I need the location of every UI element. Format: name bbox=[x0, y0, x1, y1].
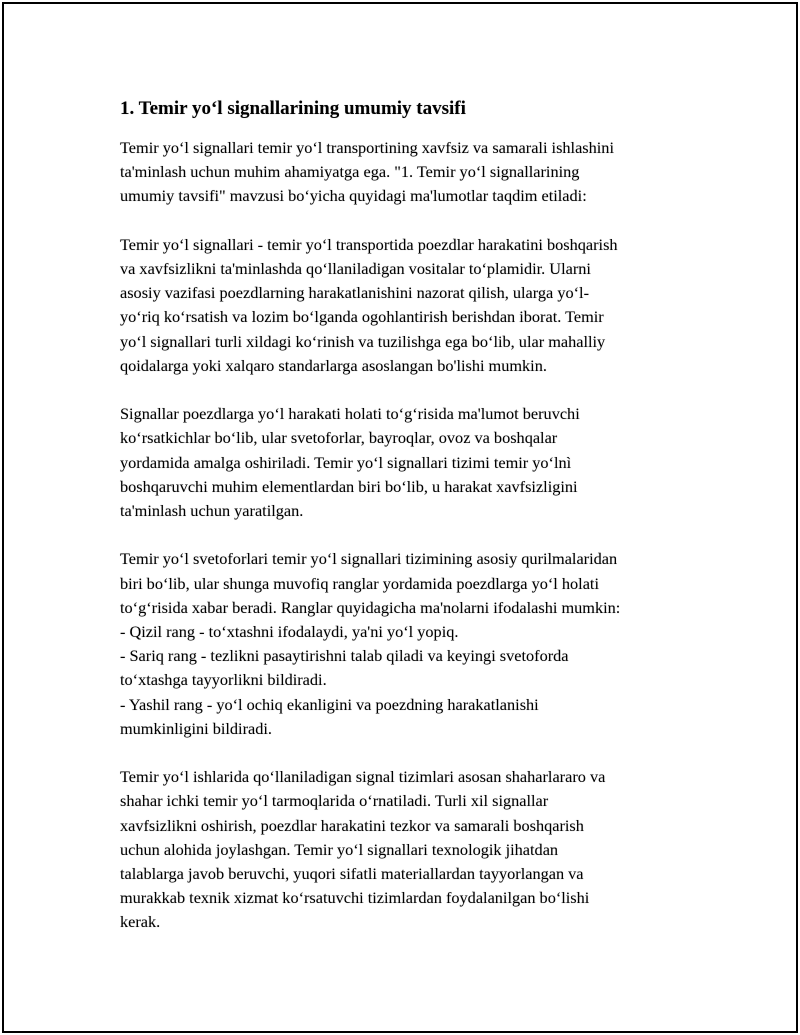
list-item-yellow: - Sariq rang - tezlikni pasaytirishni talab qiladi va keyingi svetoforda bbox=[120, 646, 569, 666]
text-line: va xavfsizlikni ta'minlashda qo‘llaniladigan vositalar to‘plamidir. Ularni bbox=[120, 259, 591, 278]
text-line: mumkinligini bildiradi. bbox=[120, 718, 272, 738]
text-line: boshqaruvchi muhim elementlardan biri bo‘lib, u harakat xavfsizligini bbox=[120, 476, 578, 496]
text-line: ta'minlash uchun yaratilgan. bbox=[120, 501, 304, 521]
text-line: biri bo‘lib, ular shunga muvofiq ranglar yordamida poezdlarga yo‘l holati bbox=[120, 573, 599, 593]
text-line: talablarga javob beruvchi, yuqori sifatli materiallardan tayyorlangan va bbox=[120, 864, 584, 884]
paragraph-traffic-lights bbox=[120, 547, 700, 741]
text-line: yordamida amalga oshiriladi. Temir yo‘l signallari tizimi temir yo‘lnì bbox=[120, 452, 572, 472]
text-line: yo‘l signallari turli xildagi ko‘rinish va tuzilishga ega bo‘lib, ular mahalliy bbox=[120, 331, 606, 351]
list-item-red: - Qizil rang - to‘xtashni ifodalaydi, ya'ni yo‘l yopiq. bbox=[120, 622, 459, 642]
paragraph-intro bbox=[120, 136, 700, 209]
document-page bbox=[2, 2, 798, 1033]
paragraph-definition bbox=[120, 233, 700, 378]
text-line: Temir yo‘l signallari - temir yo‘l transportida poezdlar harakatini boshqarish bbox=[120, 234, 618, 254]
list-item-green: - Yashil rang - yo‘l ochiq ekanligini va poezdning harakatlanishi bbox=[120, 694, 539, 714]
text-line: ta'minlash uchun muhim ahamiyatga ega. "1. Temir yo‘l signallarining bbox=[120, 162, 580, 182]
text-line: xavfsizlikni oshirish, poezdlar harakatini tezkor va samarali boshqarish bbox=[120, 815, 584, 835]
text-line: qoidalarga yoki xalqaro standarlarga asoslangan bo'lishi mumkin. bbox=[120, 355, 547, 375]
text-line: to‘xtashga tayyorlikni bildiradi. bbox=[120, 670, 327, 690]
text-line: Signallar poezdlarga yo‘l harakati holati to‘g‘risida ma'lumot beruvchi bbox=[120, 404, 580, 424]
text-line: Temir yo‘l svetoforlari temir yo‘l signallari tizimining asosiy qurilmalaridan bbox=[120, 549, 618, 569]
text-line: asosiy vazifasi poezdlarning harakatlanishini nazorat qilish, ularga yo‘l- bbox=[120, 283, 589, 303]
paragraph-signals bbox=[120, 402, 700, 523]
text-line: shahar ichki temir yo‘l tarmoqlarida o‘rnatiladi. Turli xil signallar bbox=[120, 791, 549, 811]
text-line: yo‘riq ko‘rsatish va lozim bo‘lganda ogohlantirish berishdan iborat. Temir bbox=[120, 307, 604, 327]
text-line: Temir yo‘l signallari temir yo‘l transportining xavfsiz va samarali ishlashini bbox=[120, 138, 614, 157]
text-line: Temir yo‘l ishlarida qo‘llaniladigan signal tizimlari asosan shaharlararo va bbox=[120, 767, 606, 787]
text-line: uchun alohida joylashgan. Temir yo‘l signallari texnologik jihatdan bbox=[120, 839, 559, 859]
text-line: kerak. bbox=[120, 912, 161, 932]
text-line: ko‘rsatkichlar bo‘lib, ular svetoforlar, bayroqlar, ovoz va boshqalar bbox=[120, 428, 558, 448]
document-title: 1. Temir yo‘l signallarining umumiy tavsifi bbox=[120, 98, 466, 119]
text-line: to‘g‘risida xabar beradi. Ranglar quyidagicha ma'nolarni ifodalashi mumkin: bbox=[120, 597, 621, 617]
document-body bbox=[120, 96, 700, 959]
text-line: murakkab texnik xizmat ko‘rsatuvchi tizimlardan foydalanilgan bo‘lishi bbox=[120, 888, 590, 908]
paragraph-systems bbox=[120, 765, 700, 934]
text-line: umumiy tavsifi" mavzusi bo‘yicha quyidagi ma'lumotlar taqdim etiladi: bbox=[120, 186, 587, 206]
